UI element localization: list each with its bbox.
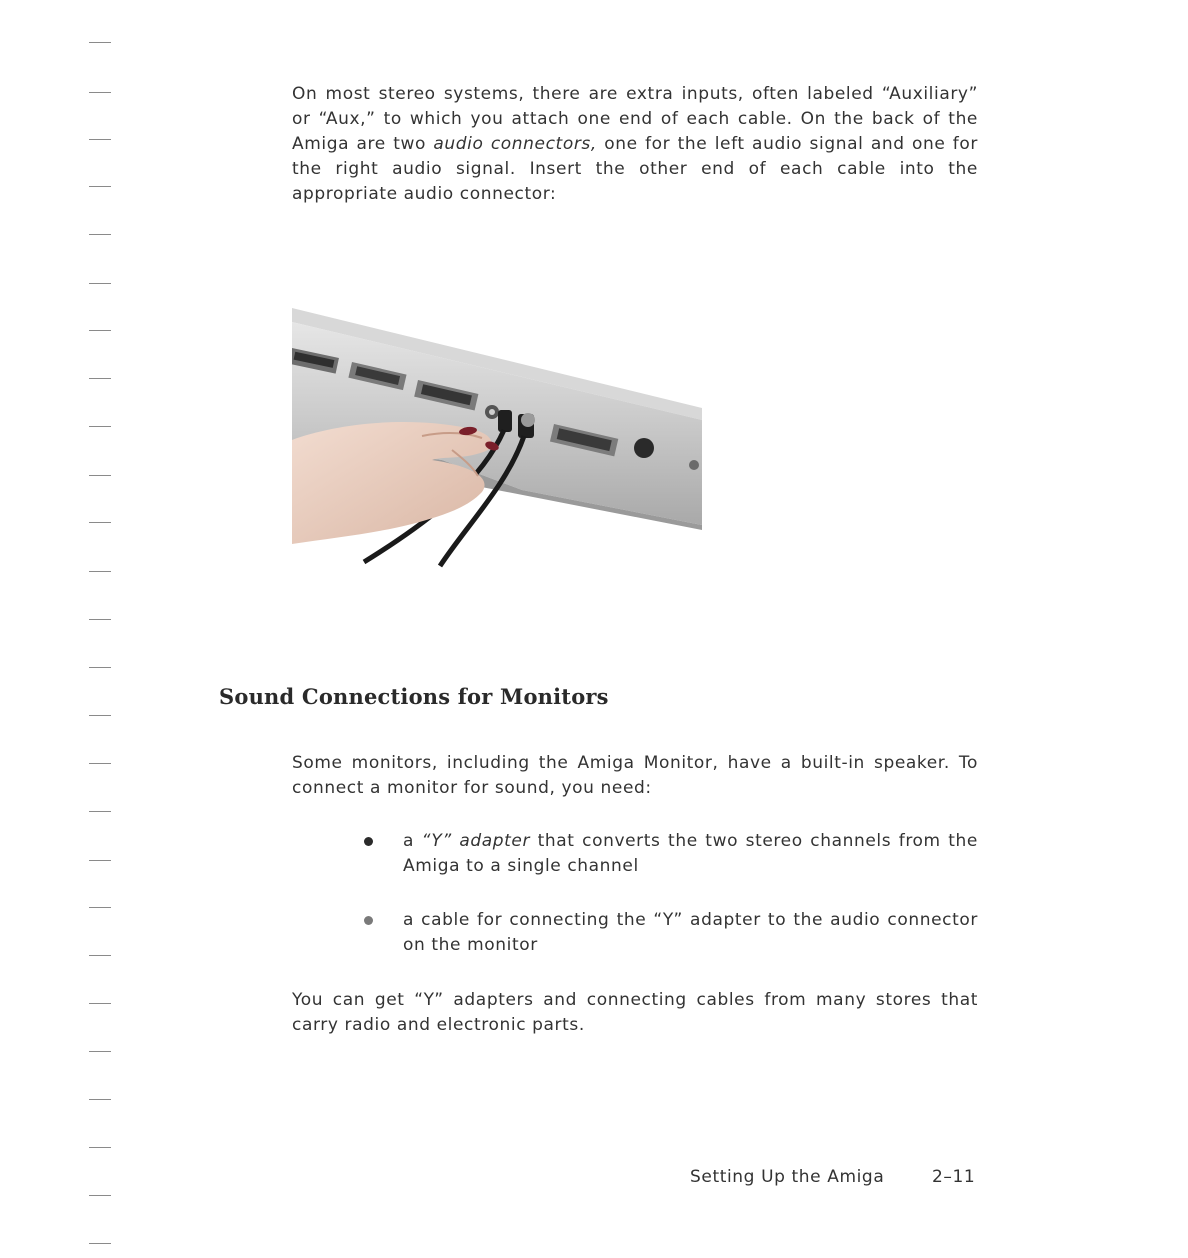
section-intro-paragraph: Some monitors, including the Amiga Monitor, have a built-in speaker. To connect a monitor for sound, you need: bbox=[292, 753, 978, 798]
closing-paragraph: You can get “Y” adapters and connecting cables from many stores that carry radio and electronic parts. bbox=[292, 990, 978, 1035]
footer-page-number: 2–11 bbox=[932, 1167, 976, 1187]
bullet-icon bbox=[364, 837, 373, 846]
intro-paragraph: On most stereo systems, there are extra inputs, often labeled “Auxiliary” or “Aux,” to which you attach one end of each cable. On the back of the Amiga are two audio connectors, one for the left audio signal and one for the right audio signal. Insert the other end of each cable into the appropriate audio connector: bbox=[292, 84, 978, 204]
footer-chapter-title: Setting Up the Amiga bbox=[690, 1167, 885, 1187]
manual-page: On most stereo systems, there are extra inputs, often labeled “Auxiliary” or “Aux,” to which you attach one end of each cable. On the back of the Amiga are two audio connectors, one for the left audio signal and one for the right audio signal. Insert the other end of each cable into the appropriate audio connector: Sound Connections for Monitors Some monitors, including the Amiga Monitor, have a built-in speaker. To connect a monitor for sound, you need: a “Y” adapter that converts the two stereo channels from the Amiga to a single channel a cable for connecting the “Y” adapter to the audio connector on the monitor You can get “Y” adapters and connecting cables from many stores that carry radio and electronic parts. Setting Up the Amiga 2–11 bbox=[0, 0, 1188, 1258]
audio-connection-photo bbox=[292, 300, 702, 568]
bullet-icon bbox=[364, 916, 373, 925]
y-adapter-term: “Y” adapter bbox=[421, 831, 531, 851]
section-heading: Sound Connections for Monitors bbox=[219, 684, 609, 709]
audio-connectors-term: audio connectors, bbox=[433, 134, 597, 154]
